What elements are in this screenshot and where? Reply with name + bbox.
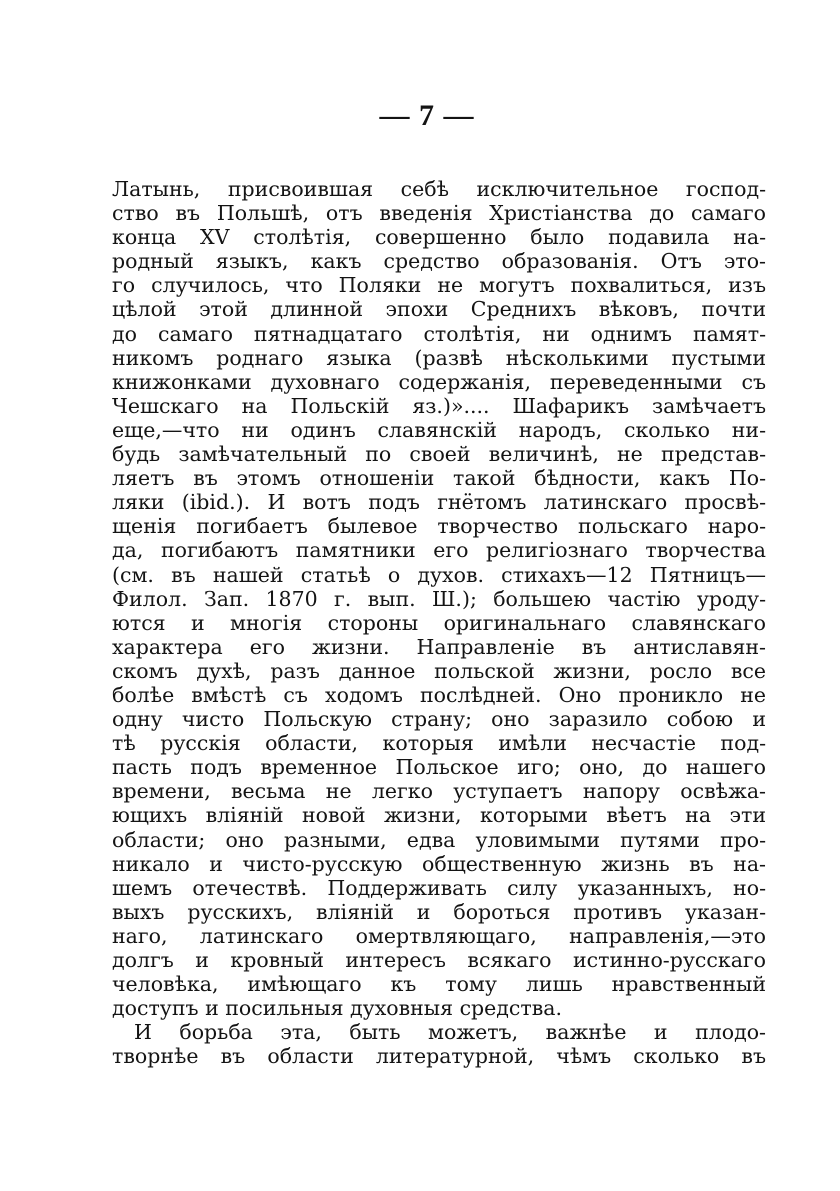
text-line: ющихъ вліяній новой жизни, которыми вѣетъ на эти bbox=[112, 803, 766, 828]
text-line: творнѣе въ области литературной, чѣмъ сколько въ bbox=[112, 1044, 766, 1069]
text-line: ются и многія стороны оригинальнаго славянскаго bbox=[112, 610, 766, 635]
text-line: ство въ Польшѣ, отъ введенія Христіанства до самаго bbox=[112, 201, 766, 226]
text-line: книжонками духовнаго содержанія, переведенными съ bbox=[112, 369, 766, 394]
text-line: Чешскаго на Польскій яз.)».... Шафарикъ замѣчаетъ bbox=[112, 393, 766, 418]
page-number: — 7 — bbox=[379, 99, 475, 132]
text-line: ляки (ibid.). И вотъ подъ гнётомъ латинскаго просвѣ- bbox=[112, 490, 766, 515]
text-line: пасть подъ временное Польское иго; оно, до нашего bbox=[112, 755, 766, 780]
text-line: тѣ русскія области, которыя имѣли несчастіе под- bbox=[112, 731, 766, 756]
text-line: времени, весьма не легко уступаетъ напору освѣжа- bbox=[112, 779, 766, 804]
text-line: долгъ и кровный интересъ всякаго истинно-русскаго bbox=[112, 948, 766, 972]
text-line: да, погибаютъ памятники его религіознаго творчества bbox=[112, 538, 766, 563]
text-line: (см. въ нашей статьѣ о духов. стихахъ—12 Пятницъ— bbox=[112, 562, 766, 587]
text-line: наго, латинскаго омертвляющаго, направленія,—это bbox=[112, 923, 766, 948]
text-line: цѣлой этой длинной эпохи Среднихъ вѣковъ, почти bbox=[112, 297, 766, 322]
text-line: выхъ русскихъ, вліяній и бороться противъ указан- bbox=[112, 899, 766, 924]
text-line: никомъ роднаго языка (развѣ нѣсколькими пустыми bbox=[112, 345, 766, 370]
text-line: го случилось, что Поляки не могутъ похвалиться, изъ bbox=[112, 273, 766, 298]
text-line: области; оно разными, едва уловимыми путями про- bbox=[112, 827, 766, 852]
text-line: никало и чисто-русскую общественную жизнь въ на- bbox=[112, 851, 766, 876]
text-line: еще,—что ни одинъ славянскій народъ, сколько ни- bbox=[112, 417, 766, 442]
text-line: шемъ отечествѣ. Поддерживать силу указанныхъ, но- bbox=[112, 875, 766, 900]
text-line: болѣе вмѣстѣ съ ходомъ послѣдней. Оно проникло не bbox=[112, 682, 766, 707]
text-line: конца XV столѣтія, совершенно было подавила на- bbox=[112, 225, 766, 250]
text-line: И борьба эта, быть можетъ, важнѣе и плодо- bbox=[134, 1020, 766, 1045]
text-line: доступъ и посильныя духовныя средства. bbox=[112, 996, 563, 1021]
text-line: щенія погибаетъ былевое творчество польскаго наро- bbox=[112, 514, 766, 539]
text-line: характера его жизни. Направленіе въ антиславян- bbox=[112, 634, 766, 659]
text-line: родный языкъ, какъ средство образованія. Отъ это- bbox=[112, 249, 766, 274]
text-line: скомъ духѣ, разъ данное польской жизни, росло все bbox=[112, 658, 766, 683]
text-line: будь замѣчательный по своей величинѣ, не представ- bbox=[112, 442, 766, 467]
text-line: человѣка, имѣющаго къ тому лишь нравственный bbox=[112, 972, 766, 997]
text-line: Латынь, присвоившая себѣ исключительное господ- bbox=[112, 177, 766, 201]
text-line: до самаго пятнадцатаго столѣтія, ни однимъ памят- bbox=[112, 321, 766, 346]
text-line: одну чисто Польскую страну; оно заразило собою и bbox=[112, 707, 766, 732]
text-line: ляетъ въ этомъ отношеніи такой бѣдности, какъ По- bbox=[112, 466, 766, 491]
text-line: Филол. Зап. 1870 г. вып. Ш.); большею частію уроду- bbox=[112, 586, 766, 611]
body-text bbox=[112, 177, 766, 1068]
